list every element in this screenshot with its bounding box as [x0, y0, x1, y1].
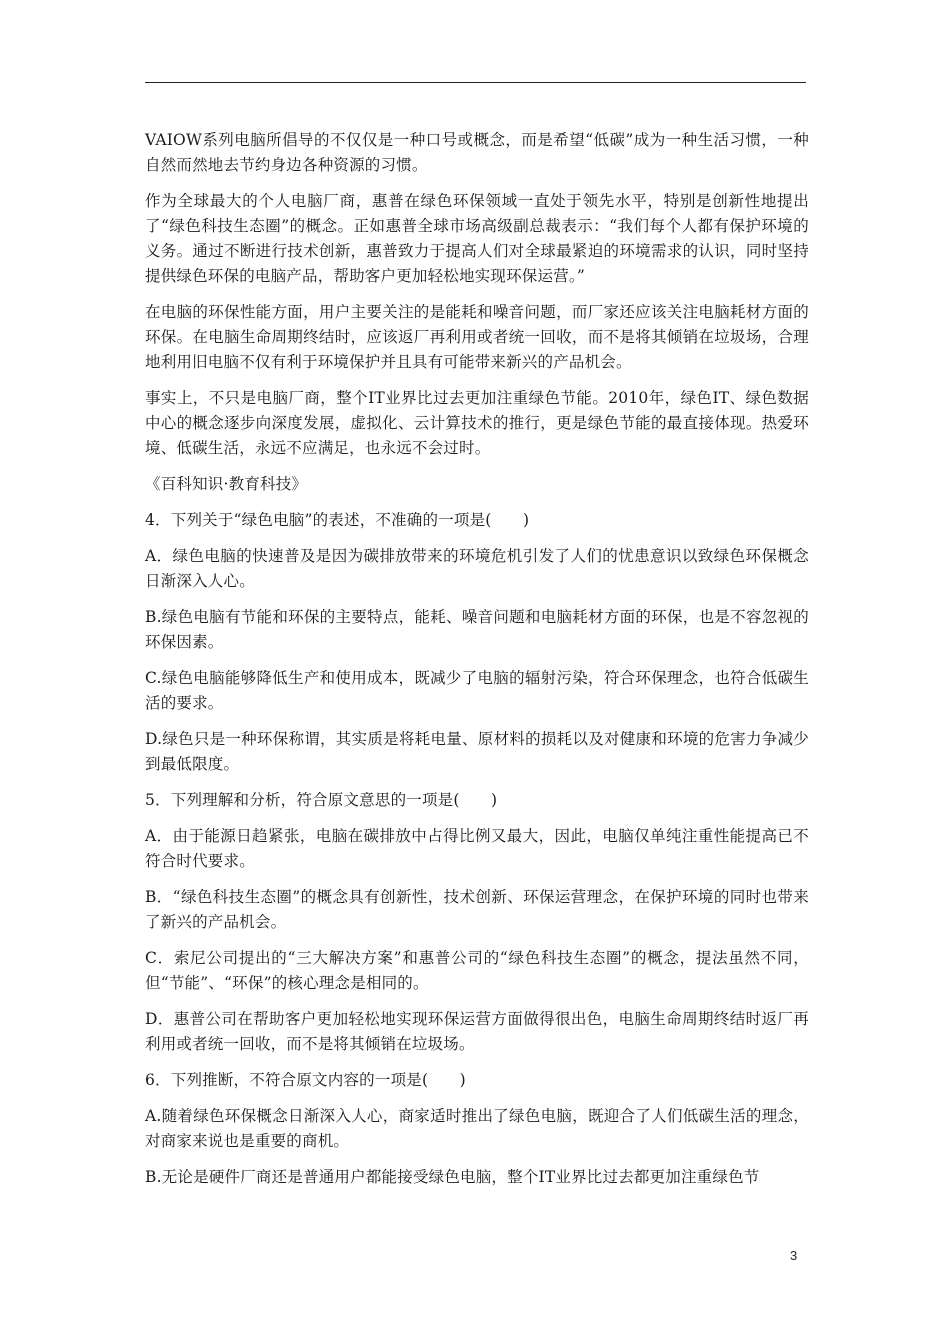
question-5-option-b: B．“绿色科技生态圈”的概念具有创新性，技术创新、环保运营理念，在保护环境的同时也带来了新兴的产品机会。	[145, 888, 809, 931]
question-5: 5．下列理解和分析，符合原文意思的一项是( )	[145, 791, 498, 809]
document-body	[145, 128, 809, 1201]
paragraph-it-industry: 事实上，不只是电脑厂商，整个IT业界比过去更加注重绿色节能。2010年，绿色IT、绿色数据中心的概念逐步向深度发展，虚拟化、云计算技术的推行，更是绿色节能的最直接体现。热爱环境、低碳生活，永远不应满足，也永远不会过时。	[145, 389, 809, 457]
source-citation: 《百科知识·教育科技》	[145, 475, 308, 493]
question-4-option-b: B.绿色电脑有节能和环保的主要特点，能耗、噪音问题和电脑耗材方面的环保，也是不容忽视的环保因素。	[145, 608, 809, 651]
question-5-option-d: D．惠普公司在帮助客户更加轻松地实现环保运营方面做得很出色，电脑生命周期终结时返厂再利用或者统一回收，而不是将其倾销在垃圾场。	[145, 1010, 809, 1053]
header-rule	[145, 82, 806, 83]
question-4: 4．下列关于“绿色电脑”的表述，不准确的一项是( )	[145, 511, 530, 529]
question-4-option-c: C.绿色电脑能够降低生产和使用成本，既减少了电脑的辐射污染，符合环保理念，也符合低碳生活的要求。	[145, 669, 809, 712]
paragraph-vaio: VAIOW系列电脑所倡导的不仅仅是一种口号或概念，而是希望“低碳”成为一种生活习惯，一种自然而然地去节约身边各种资源的习惯。	[145, 131, 809, 174]
question-5-option-a: A．由于能源日趋紧张，电脑在碳排放中占得比例又最大，因此，电脑仅单纯注重性能提高已不符合时代要求。	[145, 827, 809, 870]
question-4-option-d: D.绿色只是一种环保称谓，其实质是将耗电量、原材料的损耗以及对健康和环境的危害力争减少到最低限度。	[145, 730, 809, 773]
question-6-option-b: B.无论是硬件厂商还是普通用户都能接受绿色电脑，整个IT业界比过去都更加注重绿色节	[145, 1168, 760, 1186]
question-6: 6．下列推断，不符合原文内容的一项是( )	[145, 1071, 466, 1089]
paragraph-hp: 作为全球最大的个人电脑厂商，惠普在绿色环保领域一直处于领先水平，特别是创新性地提出了“绿色科技生态圈”的概念。正如惠普全球市场高级副总裁表示：“我们每个人都有保护环境的义务。通过不断进行技术创新，惠普致力于提高人们对全球最紧迫的环境需求的认识，同时坚持提供绿色环保的电脑产品，帮助客户更加轻松地实现环保运营。”	[145, 192, 809, 285]
question-5-option-c: C．索尼公司提出的“三大解决方案”和惠普公司的“绿色科技生态圈”的概念，提法虽然不同，但“节能”、“环保”的核心理念是相同的。	[145, 949, 809, 992]
question-6-option-a: A.随着绿色环保概念日渐深入人心，商家适时推出了绿色电脑，既迎合了人们低碳生活的理念，对商家来说也是重要的商机。	[145, 1107, 809, 1150]
question-4-option-a: A．绿色电脑的快速普及是因为碳排放带来的环境危机引发了人们的忧患意识以致绿色环保概念日渐深入人心。	[145, 547, 809, 590]
paragraph-eco-performance: 在电脑的环保性能方面，用户主要关注的是能耗和噪音问题，而厂家还应该关注电脑耗材方面的环保。在电脑生命周期终结时，应该返厂再利用或者统一回收，而不是将其倾销在垃圾场，合理地利用旧电脑不仅有利于环境保护并且具有可能带来新兴的产品机会。	[145, 303, 809, 371]
page-number: 3	[790, 1248, 798, 1263]
